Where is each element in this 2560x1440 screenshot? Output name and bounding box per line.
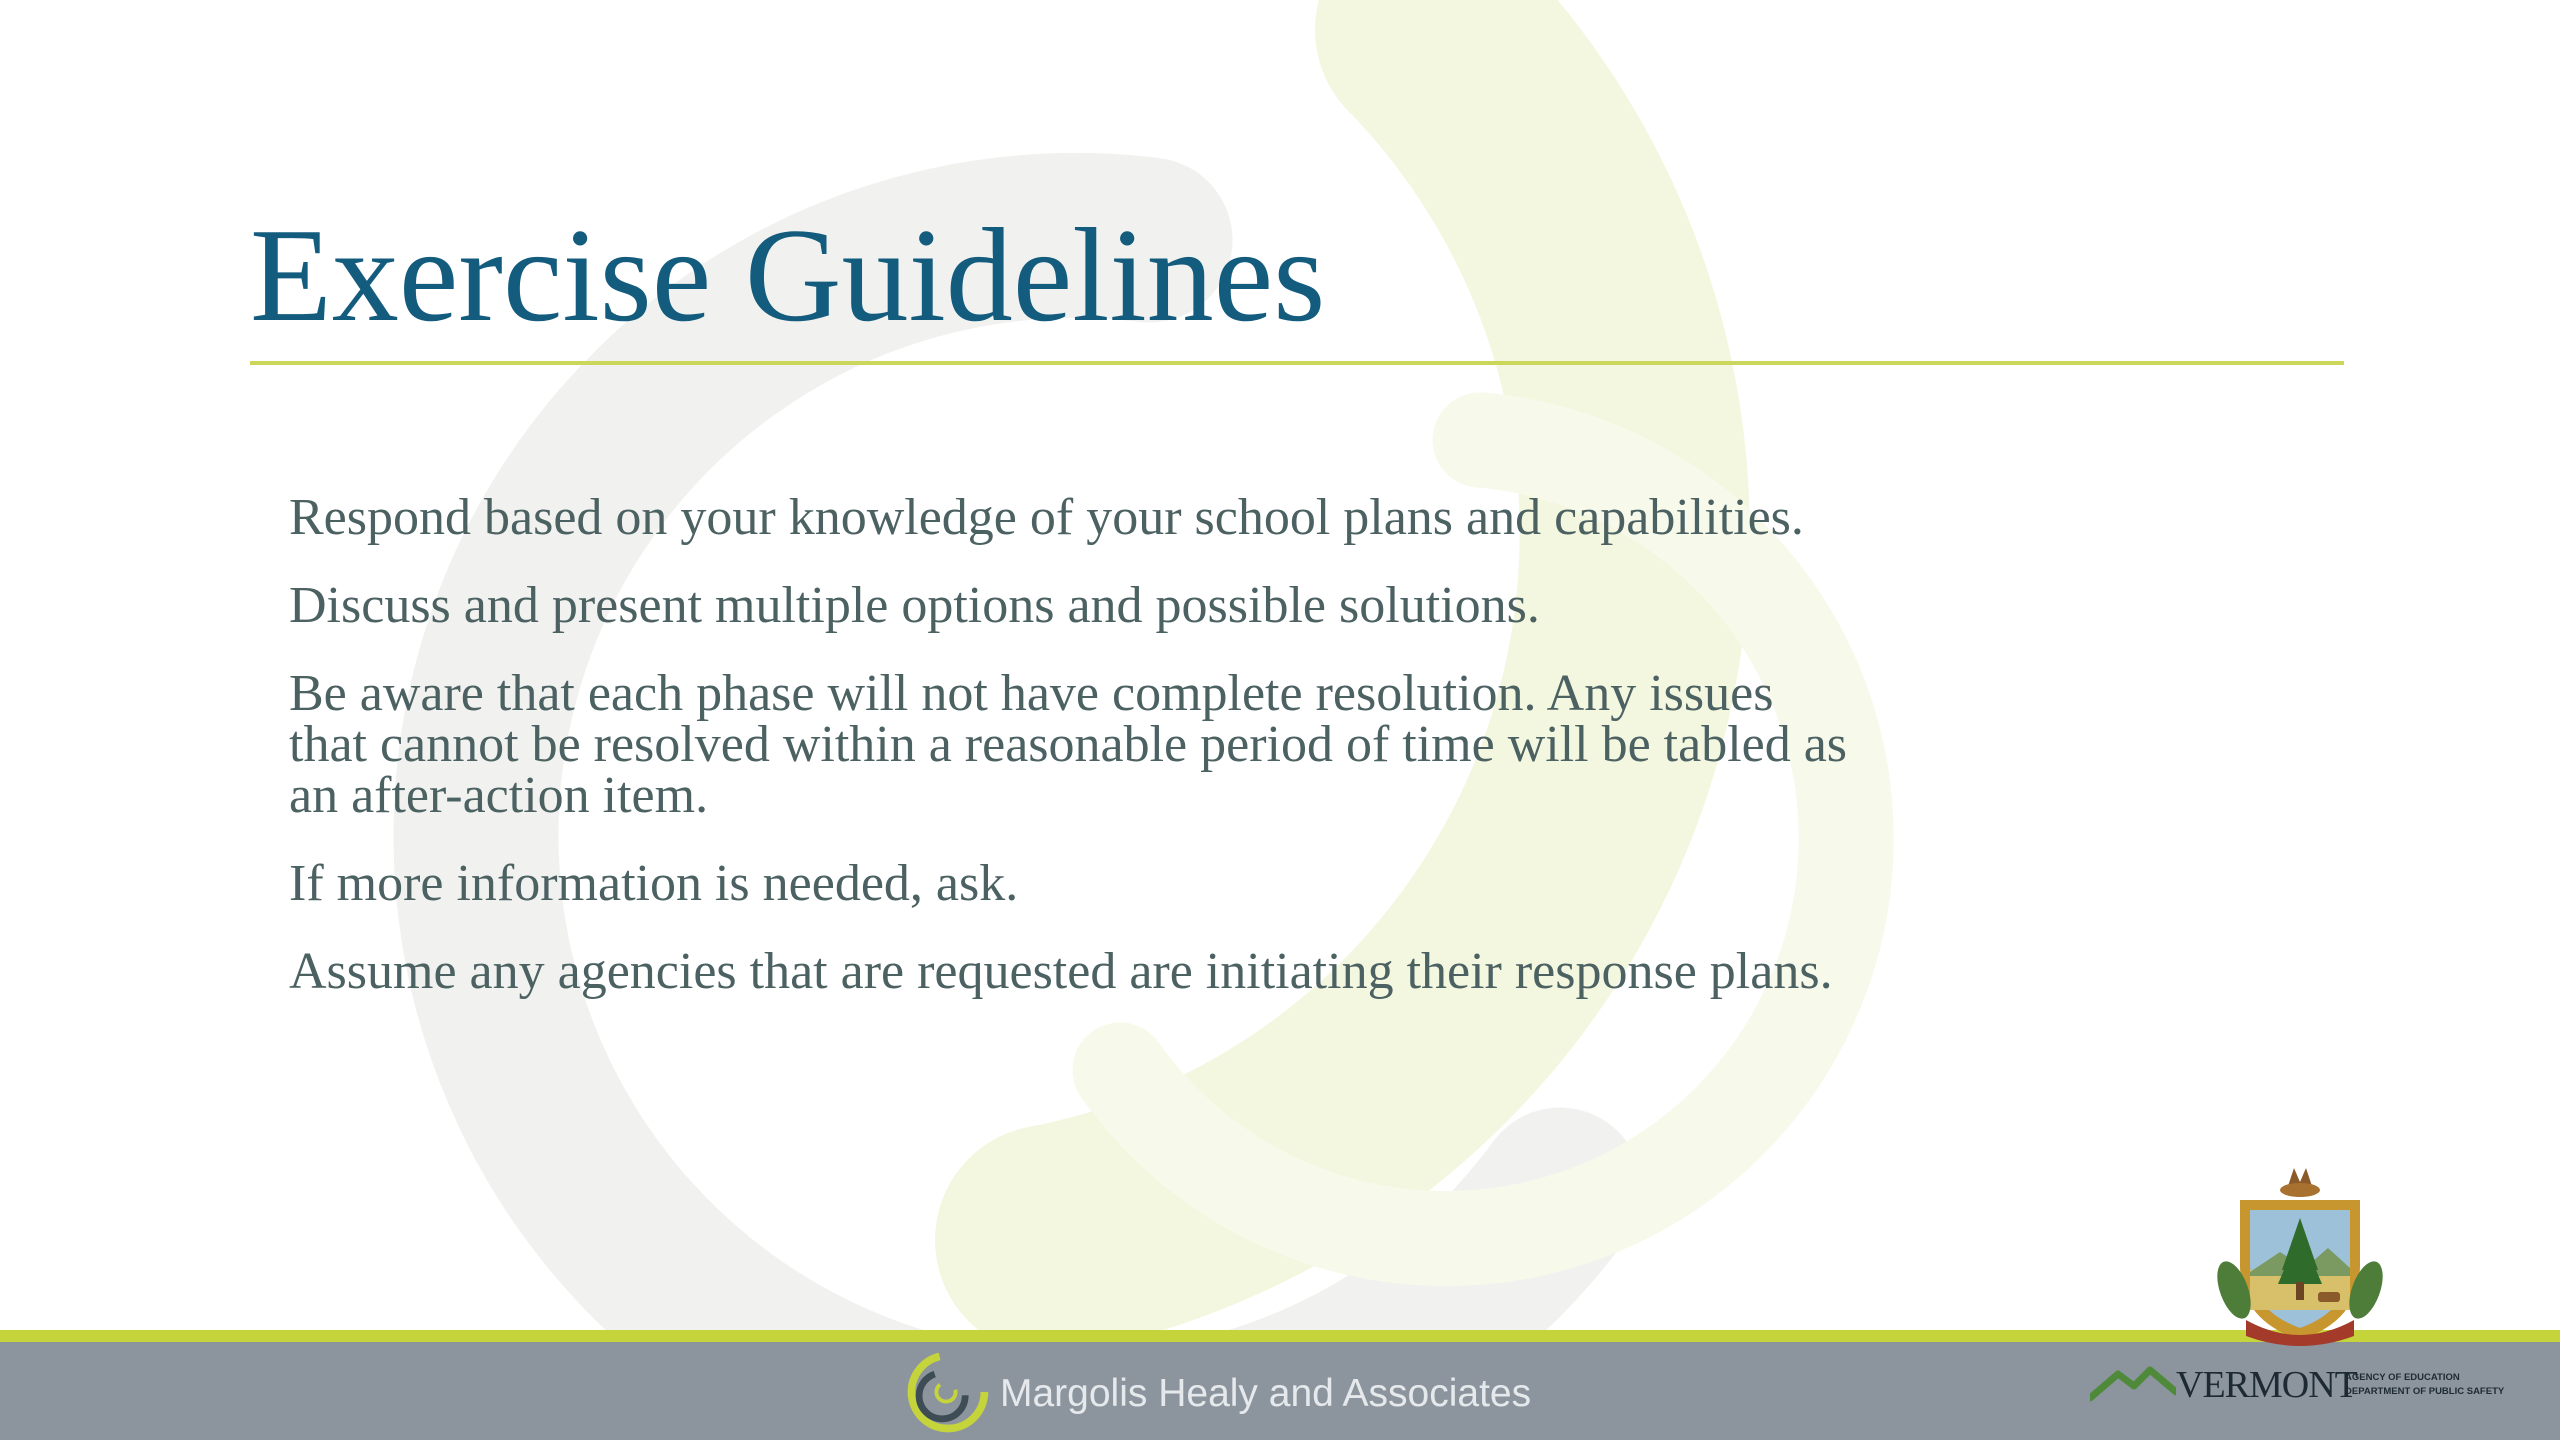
- list-item: Respond based on your knowledge of your school plans and capabilities.: [289, 489, 1804, 546]
- list-item: Be aware that each phase will not have complete resolution. Any issues that cannot be resolved within a reasonable period of time will be tabled as an after-action item.: [289, 665, 1848, 824]
- state-name: VERMONT: [2176, 1364, 2357, 1406]
- agency-names: [2345, 1371, 2504, 1399]
- company-name: Margolis Healy and Associates: [1000, 1372, 1532, 1415]
- footer-accent-stripe: [0, 1330, 2560, 1342]
- mountain-logo-icon: [2090, 1362, 2176, 1402]
- slide-title: Exercise Guidelines: [250, 201, 1326, 349]
- vermont-state-seal-icon: [2210, 1160, 2390, 1350]
- list-item: If more information is needed, ask.: [289, 855, 1019, 912]
- circular-swirl-logo-icon: [898, 1344, 994, 1440]
- bullet-list: [289, 489, 1849, 1034]
- title-divider: [250, 361, 2344, 365]
- list-item: Assume any agencies that are requested are initiating their response plans.: [289, 943, 1833, 1000]
- agency-public-safety: DEPARTMENT OF PUBLIC SAFETY: [2345, 1386, 2505, 1397]
- agency-education: AGENCY OF EDUCATION: [2345, 1372, 2460, 1383]
- list-item: Discuss and present multiple options and possible solutions.: [289, 577, 1540, 634]
